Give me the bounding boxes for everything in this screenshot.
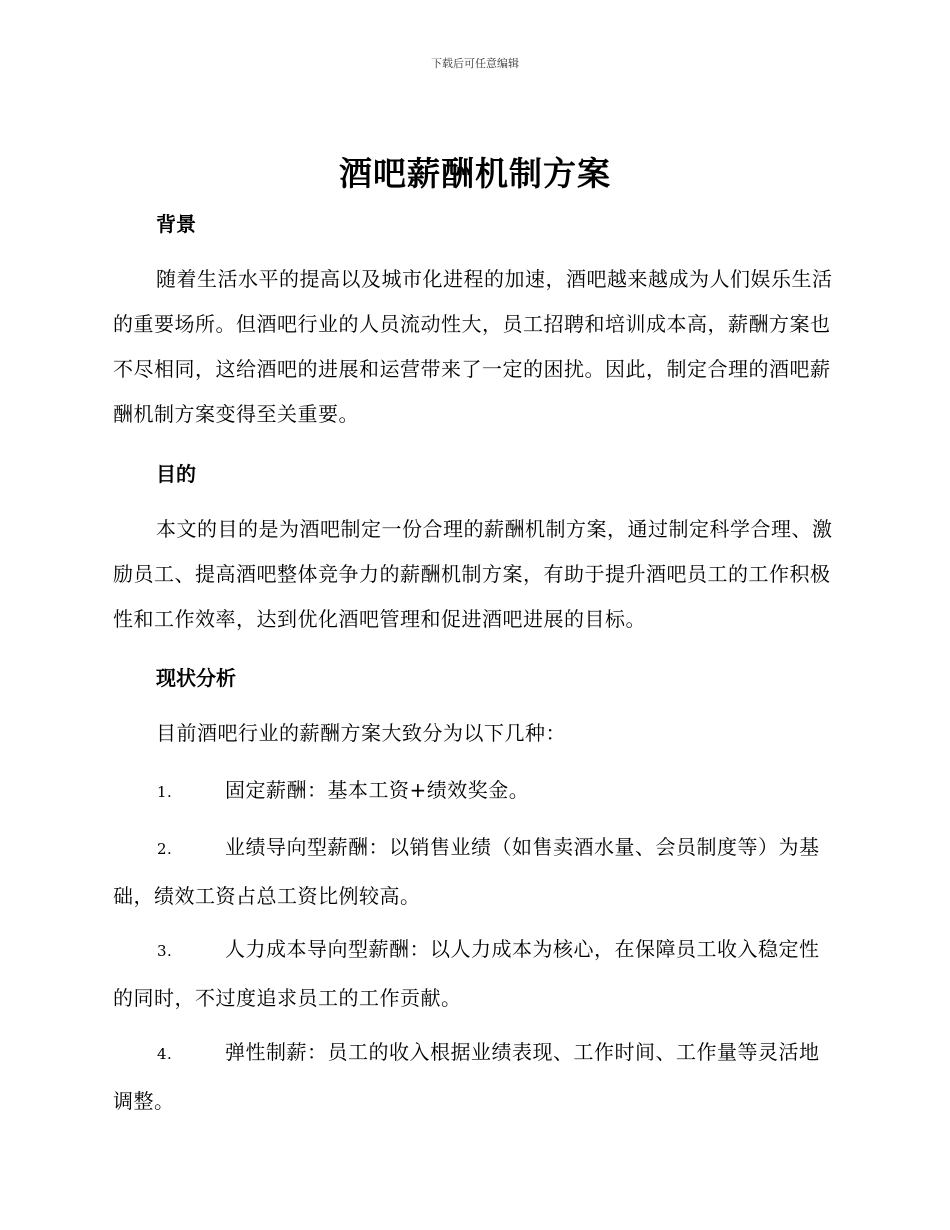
- section-heading-analysis: 现状分析: [156, 666, 236, 690]
- list-item: [113, 767, 833, 816]
- list-item-number: 2.: [157, 840, 173, 858]
- document-title: 酒吧薪酬机制方案: [339, 154, 611, 193]
- section-heading-purpose: 目的: [156, 462, 196, 486]
- list-item-text: 业绩导向型薪酬：以销售业绩（如售卖酒水量、会员制度等）为基础，绩效工资占总工资比例较高。: [113, 835, 820, 908]
- list-item-number: 3.: [157, 942, 173, 960]
- section-paragraph-purpose: 本文的目的是为酒吧制定一份合理的薪酬机制方案，通过制定科学合理、激励员工、提高酒吧整体竞争力的薪酬机制方案，有助于提升酒吧员工的工作积极性和工作效率，达到优化酒吧管理和促进酒吧进展的目标。: [113, 517, 833, 631]
- list-item: [113, 824, 833, 920]
- section-paragraph-background: 随着生活水平的提高以及城市化进程的加速，酒吧越来越成为人们娱乐生活的重要场所。但酒吧行业的人员流动性大，员工招聘和培训成本高，薪酬方案也不尽相同，这给酒吧的进展和运营带来了一定的困扰。因此，制定合理的酒吧薪酬机制方案变得至关重要。: [113, 267, 833, 426]
- page-header-note: 下载后可任意编辑: [431, 57, 519, 70]
- list-item: [113, 1029, 833, 1125]
- list-item: [113, 926, 833, 1022]
- section-heading-background: 背景: [156, 212, 196, 236]
- list-item-text: 固定薪酬：基本工资+绩效奖金。: [225, 778, 530, 802]
- list-item-text: 人力成本导向型薪酬：以人力成本为核心，在保障员工收入稳定性的同时，不过度追求员工的工作贡献。: [113, 937, 820, 1010]
- list-item-number: 4.: [157, 1045, 173, 1063]
- section-paragraph-analysis: 目前酒吧行业的薪酬方案大致分为以下几种：: [156, 721, 566, 745]
- list-item-text: 弹性制薪：员工的收入根据业绩表现、工作时间、工作量等灵活地调整。: [113, 1040, 820, 1113]
- list-item-number: 1.: [157, 783, 173, 801]
